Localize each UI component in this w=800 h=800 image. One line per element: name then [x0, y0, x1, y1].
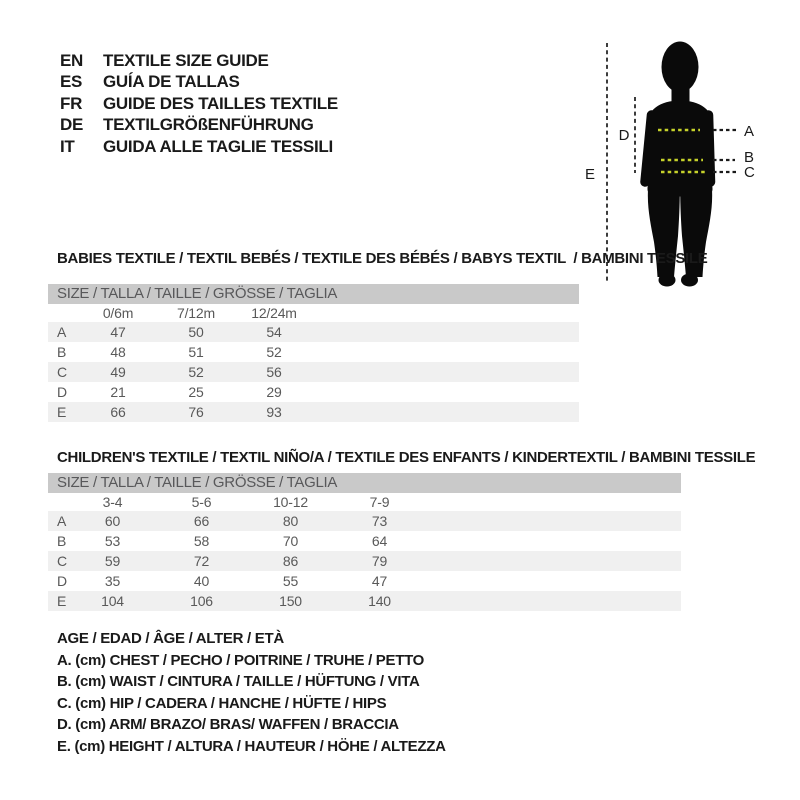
children-table-grid: [48, 493, 681, 611]
babies-row-D: [48, 382, 579, 402]
children-row-E: [48, 591, 681, 611]
value-cell: 70: [282, 533, 299, 549]
language-row-it: [60, 136, 338, 158]
value-cell: 25: [188, 384, 204, 400]
row-label: E: [57, 593, 67, 609]
value-cell: 40: [193, 573, 210, 589]
children-row-A: [48, 511, 681, 531]
value-cell: 72: [193, 553, 210, 569]
children-column-header: 7-9: [369, 494, 390, 510]
children-row-C: [48, 551, 681, 571]
value-cell: 60: [104, 513, 121, 529]
diagram-label-E: E: [584, 166, 596, 183]
diagram-label-B: B: [744, 149, 755, 166]
silhouette-neck: [672, 75, 690, 105]
children-table-title: CHILDREN'S TEXTILE / TEXTIL NIÑO/A / TEXTILE DES ENFANTS / KINDERTEXTIL / BAMBINI TESSILE: [57, 449, 756, 466]
row-label: C: [57, 364, 67, 380]
row-label: A: [57, 324, 67, 340]
children-column-header: 10-12: [273, 494, 308, 510]
value-cell: 150: [279, 593, 302, 609]
measurement-legend: [57, 630, 446, 760]
value-cell: 106: [190, 593, 213, 609]
language-title: GUIDE DES TAILLES TEXTILE: [103, 93, 338, 113]
babies-column-header: 12/24m: [251, 305, 297, 321]
legend-line-chest: A. (cm) CHEST / PECHO / POITRINE / TRUHE / PETTO: [57, 651, 425, 669]
language-code: ES: [60, 72, 83, 92]
legend-line-arm: D. (cm) ARM/ BRAZO/ BRAS/ WAFFEN / BRACCIA: [57, 716, 399, 734]
value-cell: 29: [266, 384, 282, 400]
language-code: IT: [60, 136, 75, 156]
value-cell: 55: [282, 573, 299, 589]
value-cell: 140: [368, 593, 391, 609]
silhouette-left-foot: [659, 274, 676, 287]
legend-line-age: AGE / EDAD / ÂGE / ALTER / ETÀ: [57, 630, 284, 647]
children-column-header: 3-4: [102, 494, 123, 510]
row-label: D: [57, 384, 67, 400]
language-title: TEXTILGRÖßENFÜHRUNG: [103, 115, 314, 135]
value-cell: 59: [104, 553, 121, 569]
diagram-label-C: C: [744, 164, 755, 181]
children-size-header-bar: SIZE / TALLA / TAILLE / GRÖSSE / TAGLIA: [48, 473, 681, 493]
language-row-de: [60, 115, 338, 137]
silhouette-left-arm: [645, 115, 652, 182]
legend-line-waist: B. (cm) WAIST / CINTURA / TAILLE / HÜFTUNG / VITA: [57, 673, 420, 691]
value-cell: 79: [371, 553, 388, 569]
language-title: GUIDA ALLE TAGLIE TESSILI: [103, 136, 333, 156]
language-title: GUÍA DE TALLAS: [103, 72, 240, 92]
children-row-D: [48, 571, 681, 591]
row-label: E: [57, 404, 67, 420]
babies-table-grid: [48, 304, 579, 422]
value-cell: 52: [266, 344, 282, 360]
language-title: TEXTILE SIZE GUIDE: [103, 50, 269, 70]
value-cell: 53: [104, 533, 121, 549]
value-cell: 51: [188, 344, 204, 360]
value-cell: 52: [188, 364, 204, 380]
row-label: A: [57, 513, 67, 529]
row-label: B: [57, 533, 67, 549]
value-cell: 73: [371, 513, 388, 529]
children-column-header-row: [48, 493, 681, 511]
language-row-fr: [60, 93, 338, 115]
silhouette-right-foot: [681, 274, 698, 287]
value-cell: 35: [104, 573, 121, 589]
value-cell: 54: [266, 324, 282, 340]
babies-table-title: BABIES TEXTILE / TEXTIL BEBÉS / TEXTILE DES BÉBÉS / BABYS TEXTIL / BAMBINI TESSILE: [57, 250, 708, 267]
babies-row-A: [48, 322, 579, 342]
value-cell: 64: [371, 533, 388, 549]
babies-size-header-bar: SIZE / TALLA / TAILLE / GRÖSSE / TAGLIA: [48, 284, 579, 304]
diagram-label-A: A: [744, 123, 755, 140]
language-list: [60, 50, 338, 158]
value-cell: 80: [282, 513, 299, 529]
row-label: D: [57, 573, 67, 589]
silhouette-torso: [647, 101, 714, 197]
value-cell: 21: [110, 384, 126, 400]
row-label: C: [57, 553, 67, 569]
value-cell: 48: [110, 344, 126, 360]
babies-row-E: [48, 402, 579, 422]
value-cell: 50: [188, 324, 204, 340]
language-row-en: [60, 50, 338, 72]
silhouette-right-arm: [709, 115, 711, 182]
legend-line-hip: C. (cm) HIP / CADERA / HANCHE / HÜFTE / HIPS: [57, 694, 387, 712]
value-cell: 47: [371, 573, 388, 589]
babies-column-header: 0/6m: [102, 305, 134, 321]
children-column-header: 5-6: [191, 494, 212, 510]
value-cell: 104: [101, 593, 124, 609]
language-code: FR: [60, 93, 83, 113]
value-cell: 49: [110, 364, 126, 380]
value-cell: 47: [110, 324, 126, 340]
row-label: B: [57, 344, 67, 360]
babies-row-B: [48, 342, 579, 362]
babies-row-C: [48, 362, 579, 382]
legend-line-height: E. (cm) HEIGHT / ALTURA / HAUTEUR / HÖHE / ALTEZZA: [57, 737, 446, 755]
value-cell: 66: [193, 513, 210, 529]
diagram-label-D: D: [618, 127, 630, 144]
language-row-es: [60, 72, 338, 94]
value-cell: 56: [266, 364, 282, 380]
value-cell: 76: [188, 404, 204, 420]
children-row-B: [48, 531, 681, 551]
babies-column-header-row: [48, 304, 579, 322]
language-code: EN: [60, 50, 84, 70]
value-cell: 66: [110, 404, 126, 420]
value-cell: 58: [193, 533, 210, 549]
value-cell: 86: [282, 553, 299, 569]
value-cell: 93: [266, 404, 282, 420]
language-code: DE: [60, 115, 84, 135]
babies-column-header: 7/12m: [177, 305, 215, 321]
